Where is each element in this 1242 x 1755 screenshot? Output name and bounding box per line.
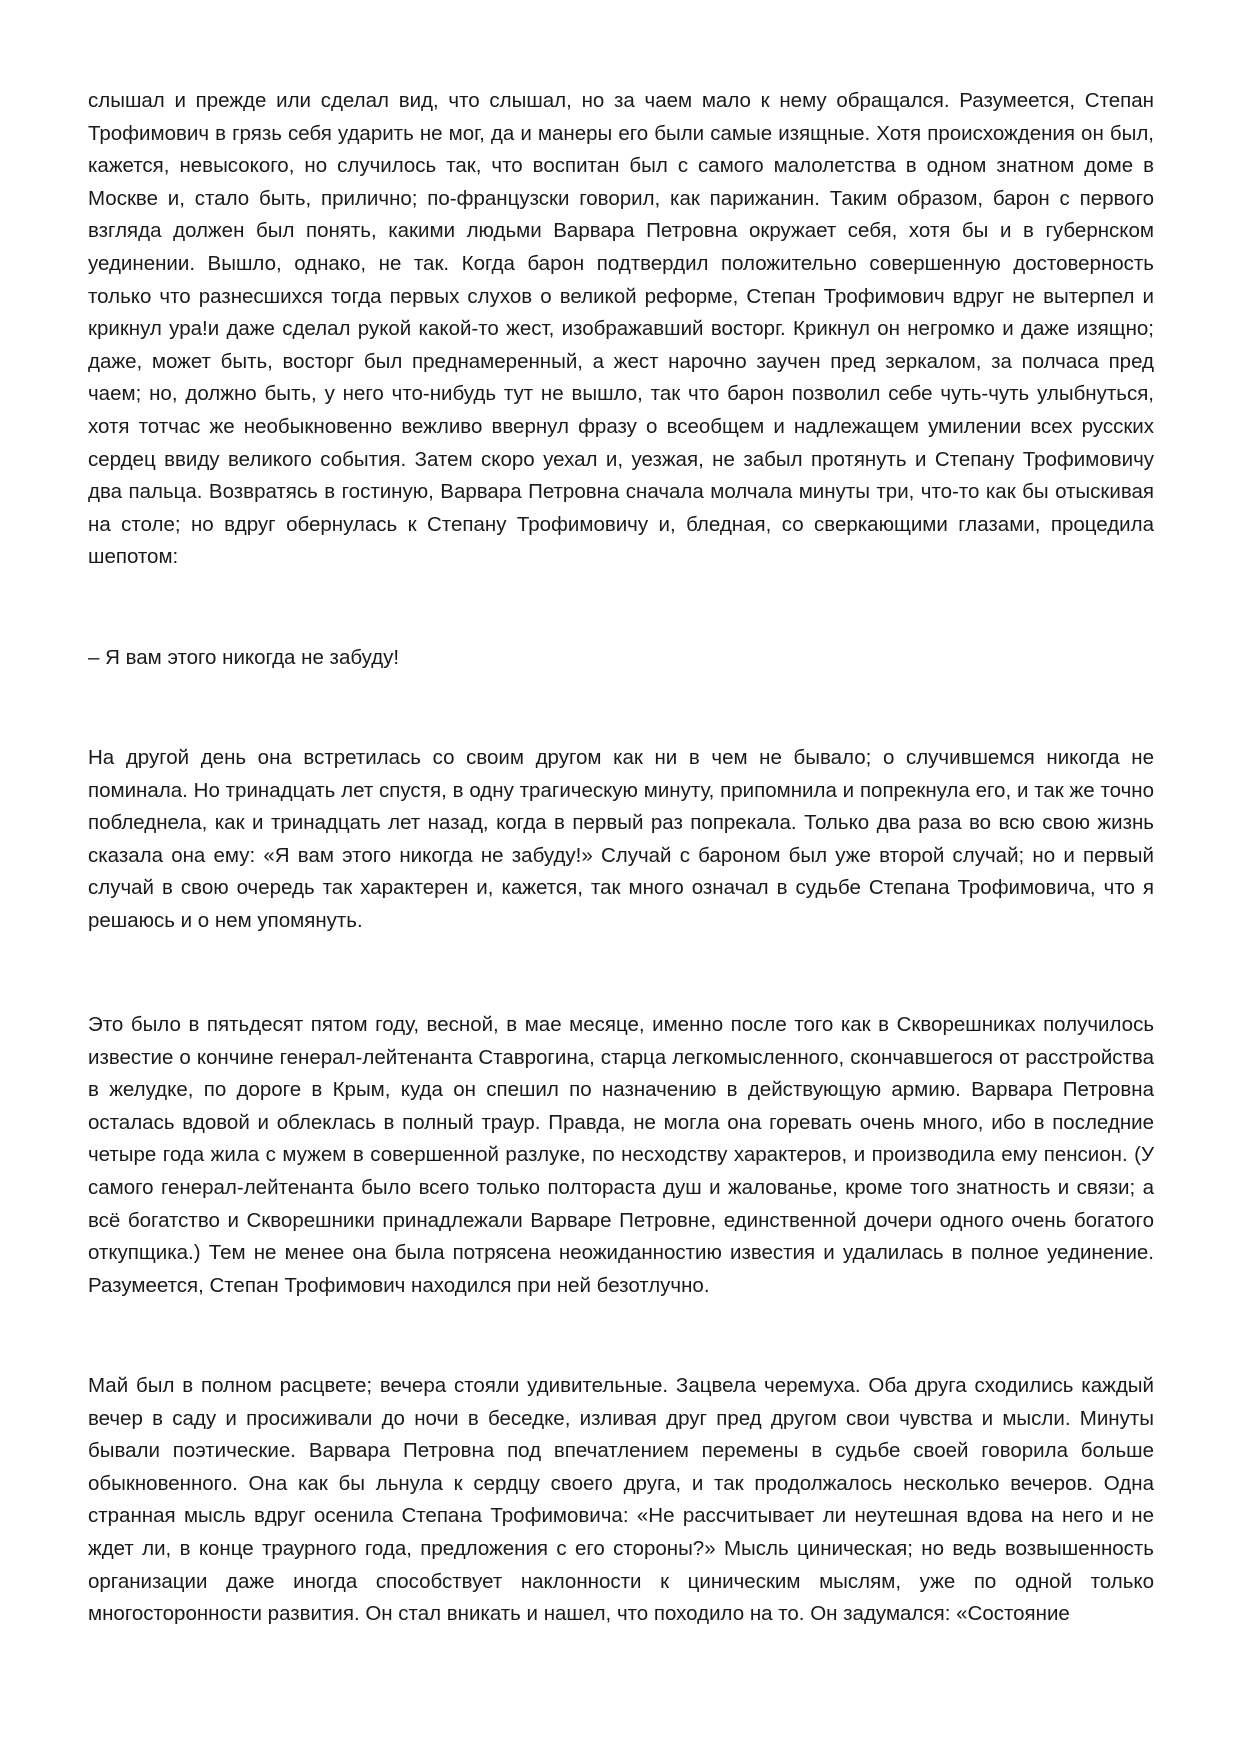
paragraph-barons-visit: слышал и прежде или сделал вид, что слышал, но за чаем мало к нему обращался. Разумеется, Степан Трофимович в грязь себя ударить не мог, да и манеры его были самые изящные. Хотя происхождения он был, кажется, невысокого, но случилось так, что воспитан был с самого малолетства в одном знатном доме в Москве и, стало быть, прилично; по-французски говорил, как парижанин. Таким образом, барон с первого взгляда должен был понять, какими людьми Варвара Петровна окружает себя, хотя бы и в губернском уединении. Вышло, однако, не так. Когда барон подтвердил положительно совершенную достоверность только что разнесшихся тогда первых слухов о великой реформе, Степан Трофимович вдруг не вытерпел и крикнул ура!и даже сделал рукой какой-то жест, изображавший восторг. Крикнул он негромко и даже изящно; даже, может быть, восторг был преднамеренный, а жест нарочно заучен пред зеркалом, за полчаса пред чаем; но, должно быть, у него что-нибудь тут не вышло, так что барон позволил себе чуть-чуть улыбнуться, хотя тотчас же необыкновенно вежливо ввернул фразу о всеобщем и надлежащем умилении всех русских сердец ввиду великого события. Затем скоро уехал и, уезжая, не забыл протянуть и Степану Трофимовичу два пальца. Возвратясь в гостиную, Варвара Петровна сначала молчала минуты три, что-то как бы отыскивая на столе; но вдруг обернулась к Степану Трофимовичу и, бледная, со сверкающими глазами, процедила шепотом: [88,89,1154,569]
paragraph-quote: – Я вам этого никогда не забуду! [88,646,400,669]
paragraph-may-bloom: Май был в полном расцвете; вечера стояли удивительные. Зацвела черемуха. Оба друга сходились каждый вечер в саду и просиживали до ночи в беседке, изливая друг пред другом свои чувства и мысли. Минуты бывали поэтические. Варвара Петровна под впечатлением перемены в судьбе своей говорила больше обыкновенного. Она как бы льнула к сердцу своего друга, и так продолжалось несколько вечеров. Одна странная мысль вдруг осенила Степана Трофимовича: «Не рассчитывает ли неутешная вдова на него и не ждет ли, в конце траурного года, предложения с его стороны?» Мысль циническая; но ведь возвышенность организации даже иногда способствует наклонности к циническим мыслям, уже по одной только многосторонности развития. Он стал вникать и нашел, что походило на то. Он задумался: «Состояние [88,1374,1154,1626]
paragraph-next-day: На другой день она встретилась со своим другом как ни в чем не бывало; о случившемся никогда не поминала. Но тринадцать лет спустя, в одну трагическую минуту, припомнила и попрекнула его, и так же точно побледнела, как и тринадцать лет назад, когда в первый раз попрекала. Только два раза во всю свою жизнь сказала она ему: «Я вам этого никогда не забуду!» Случай с бароном был уже второй случай; но и первый случай в свою очередь так характерен и, кажется, так много означал в судьбе Степана Трофимовича, что я решаюсь и о нем упомянуть. [88,746,1154,932]
paragraph-fifty-fifth-year: Это было в пятьдесят пятом году, весной, в мае месяце, именно после того как в Скворешниках получилось известие о кончине генерал-лейтенанта Ставрогина, старца легкомысленного, скончавшегося от расстройства в желудке, по дороге в Крым, куда он спешил по назначению в действующую армию. Варвара Петровна осталась вдовой и облеклась в полный траур. Правда, не могла она горевать очень много, ибо в последние четыре года жила с мужем в совершенной разлуке, по несходству характеров, и производила ему пенсион. (У самого генерал-лейтенанта было всего только полтораста душ и жалованье, кроме того знатность и связи; а всё богатство и Скворешники принадлежали Варваре Петровне, единственной дочери одного очень богатого откупщика.) Тем не менее она была потрясена неожиданностию известия и удалилась в полное уединение. Разумеется, Степан Трофимович находился при ней безотлучно. [88,1013,1154,1297]
